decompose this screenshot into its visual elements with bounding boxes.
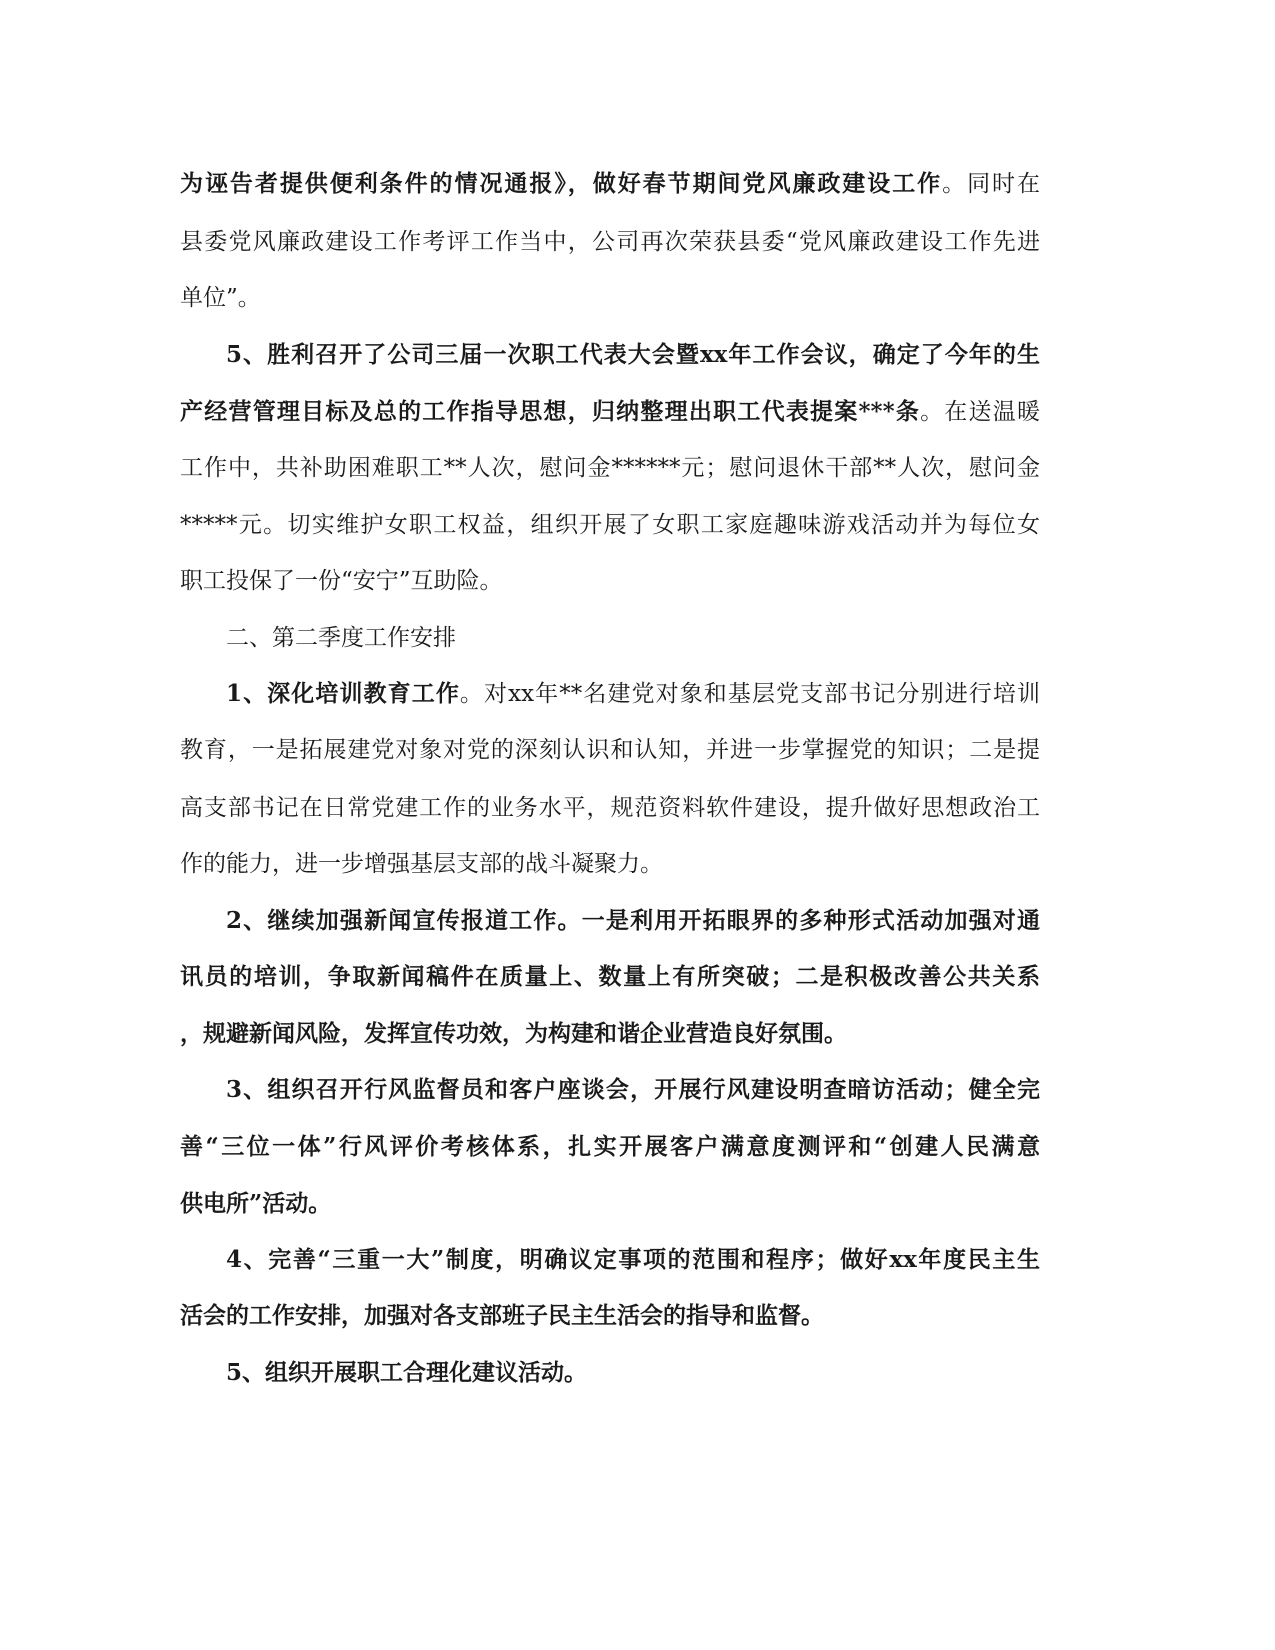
item1-line1-bold: 1、深化培训教育工作	[226, 680, 460, 707]
item1-line1-normal: 。对xx年**名建党对象和基层党支部书记分别进行培训	[459, 681, 1040, 707]
p2-line1: 5、胜利召开了公司三届一次职工代表大会暨xx年工作会议，确定了今年的生	[226, 341, 1040, 368]
item1-line3: 高支部书记在日常党建工作的业务水平，规范资料软件建设，提升做好思想政治工	[180, 795, 1040, 821]
item5-line1: 5、组织开展职工合理化建议活动。	[226, 1359, 588, 1386]
section-heading-2: 二、第二季度工作安排	[226, 625, 456, 651]
p2-line2-bold: 产经营管理目标及总的工作指导思想，归纳整理出职工代表提案***条	[180, 398, 921, 425]
p1-line1	[180, 164, 1040, 204]
item2-line3: ，规避新闻风险，发挥宣传功效，为构建和谐企业营造良好氛围。	[180, 1020, 847, 1047]
p2-line3: 工作中，共补助困难职工**人次，慰问金******元；慰问退休干部**人次，慰问金	[180, 455, 1040, 481]
p2-line2-normal: 。在送温暖	[920, 399, 1040, 425]
item1-line2: 教育，一是拓展建党对象对党的深刻认识和认知，并进一步掌握党的知识；二是提	[180, 737, 1040, 763]
item1-line1	[226, 674, 1040, 714]
item3-line3: 供电所”活动。	[180, 1190, 332, 1217]
item1-line4: 作的能力，进一步增强基层支部的战斗凝聚力。	[180, 851, 663, 877]
item4-line1: 4、完善“三重一大”制度，明确议定事项的范围和程序；做好xx年度民主生	[226, 1246, 1040, 1273]
p1-line3: 单位”。	[180, 285, 261, 311]
p2-line4: *****元。切实维护女职工权益，组织开展了女职工家庭趣味游戏活动并为每位女	[180, 512, 1040, 538]
item3-line2: 善“三位一体”行风评价考核体系，扎实开展客户满意度测评和“创建人民满意	[180, 1133, 1040, 1160]
p2-line5: 职工投保了一份“安宁”互助险。	[180, 568, 503, 594]
p2-line2	[180, 392, 1040, 432]
item2-line1: 2、继续加强新闻宣传报道工作。一是利用开拓眼界的多种形式活动加强对通	[226, 907, 1040, 934]
p1-line2: 县委党风廉政建设工作考评工作当中，公司再次荣获县委“党风廉政建设工作先进	[180, 229, 1040, 255]
item4-line2: 活会的工作安排，加强对各支部班子民主生活会的指导和监督。	[180, 1302, 824, 1329]
p1-line1-bold: 为诬告者提供便利条件的情况通报》，做好春节期间党风廉政建设工作	[180, 170, 943, 197]
p1-line1-normal: 。同时在	[942, 171, 1040, 197]
item2-line2: 讯员的培训，争取新闻稿件在质量上、数量上有所突破；二是积极改善公共关系	[180, 963, 1040, 990]
item3-line1: 3、组织召开行风监督员和客户座谈会，开展行风建设明查暗访活动；健全完	[226, 1076, 1040, 1103]
